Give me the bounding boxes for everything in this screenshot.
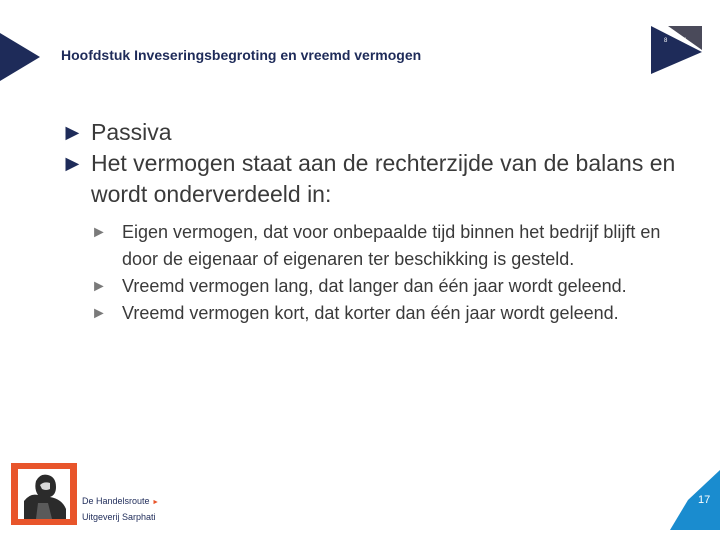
slide-content bbox=[61, 117, 681, 327]
arrow-bullet-icon: ► bbox=[61, 150, 84, 176]
badge-number-right: 4 bbox=[683, 38, 687, 44]
accent-triangle-left bbox=[0, 33, 40, 81]
sub-bullet-item bbox=[91, 219, 662, 273]
publisher-line2: Uitgeverij Sarphati bbox=[82, 512, 156, 522]
bullet-item bbox=[61, 117, 681, 148]
bullet-text: Passiva bbox=[91, 119, 172, 145]
arrow-bullet-icon: ► bbox=[91, 224, 107, 241]
page-number-badge bbox=[670, 470, 720, 530]
arrow-bullet-icon: ► bbox=[91, 305, 107, 322]
sub-bullet-item bbox=[91, 273, 662, 300]
corner-badge-shape bbox=[648, 26, 702, 74]
page-number: 17 bbox=[698, 494, 711, 506]
sub-bullet-text: Eigen vermogen, dat voor onbepaalde tijd binnen het bedrijf blijft en door de eigenaar of eigenaren ter beschikking is gesteld. bbox=[122, 222, 661, 269]
sub-bullet-list bbox=[91, 219, 681, 327]
arrow-bullet-icon: ► bbox=[61, 119, 84, 145]
page-title: Hoofdstuk Inveseringsbegroting en vreemd vermogen bbox=[61, 47, 422, 63]
publisher-name bbox=[82, 494, 159, 524]
arrow-bullet-icon: ► bbox=[91, 278, 107, 295]
bullet-item bbox=[61, 148, 681, 210]
portrait-logo-icon bbox=[18, 469, 70, 519]
publisher-logo bbox=[11, 463, 77, 525]
sub-bullet-text: Vreemd vermogen lang, dat langer dan één jaar wordt geleend. bbox=[122, 276, 627, 296]
bullet-text: Het vermogen staat aan de rechterzijde van de balans en wordt onderverdeeld in: bbox=[91, 150, 676, 207]
corner-badge bbox=[648, 26, 702, 74]
sub-bullet-item bbox=[91, 300, 662, 327]
sub-bullet-text: Vreemd vermogen kort, dat korter dan één jaar wordt geleend. bbox=[122, 303, 619, 323]
badge-number-left: 8 bbox=[664, 38, 668, 44]
publisher-line1: De Handelsroute bbox=[82, 496, 150, 506]
triangle-icon: ► bbox=[152, 499, 159, 506]
